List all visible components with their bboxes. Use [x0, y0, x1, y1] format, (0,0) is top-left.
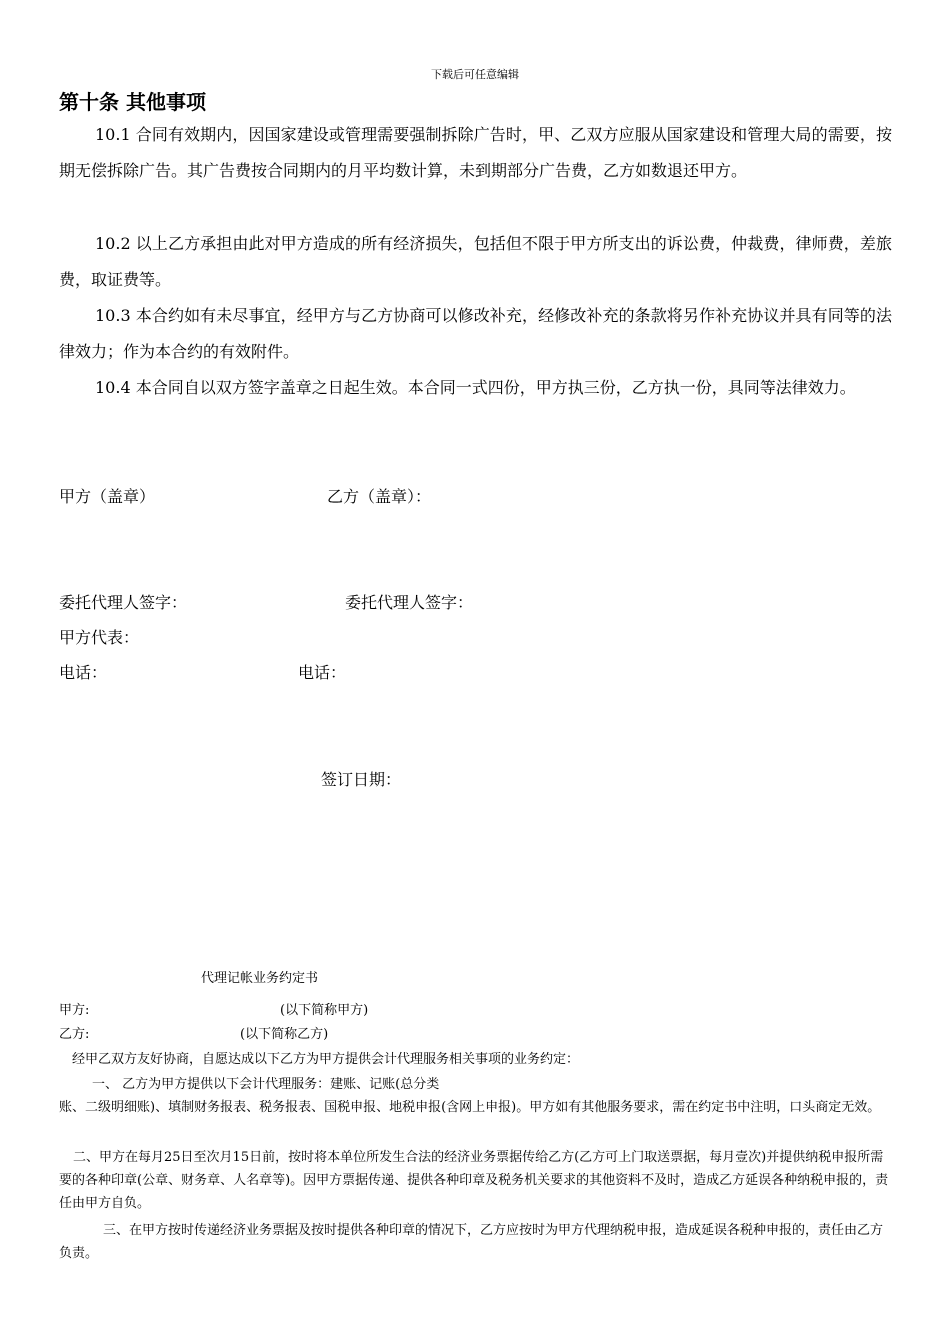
- agreement-item-3: 三、在甲方按时传递经济业务票据及按时提供各种印章的情况下，乙方应按时为甲方代理纳税申报，造成延误各税种申报的，责任由乙方负责。: [59, 1223, 884, 1261]
- agreement-intro: 经甲乙双方友好协商，自愿达成以下乙方为甲方提供会计代理服务相关事项的业务约定：: [72, 1052, 580, 1067]
- clause-10-1: 10.1 合同有效期内，因国家建设或管理需要强制拆除广告时，甲、乙双方应服从国家建设和管理大局的需要，按期无偿拆除广告。其广告费按合同期内的月平均数计算，未到期部分广告费，乙方如数退还甲方。: [59, 125, 892, 180]
- party-a-phone-label: 电话：: [59, 663, 108, 682]
- agreement-party-b-label: 乙方:: [59, 1027, 90, 1042]
- agreement-party-a-label: 甲方:: [59, 1003, 90, 1018]
- agreement-item-1-first-line: 一、 乙方为甲方提供以下会计代理服务：建账、记账(总分类: [92, 1077, 440, 1092]
- party-b-seal-label: 乙方（盖章）：: [327, 487, 432, 506]
- clause-10-2: 10.2 以上乙方承担由此对甲方造成的所有经济损失，包括但不限于甲方所支出的诉讼费，仲裁费，律师费，差旅费，取证费等。: [59, 234, 892, 289]
- party-a-representative-label: 甲方代表：: [59, 628, 140, 647]
- agreement-item-1-rest: 账、二级明细账)、填制财务报表、税务报表、国税申报、地税申报(含网上申报)。甲方如有其他服务要求，需在约定书中注明，口头商定无效。: [59, 1100, 881, 1115]
- clause-10-3: 10.3 本合约如有未尽事宜，经甲方与乙方协商可以修改补充，经修改补充的条款将另作补充协议并具有同等的法律效力；作为本合约的有效附件。: [59, 306, 892, 361]
- header-note: 下载后可任意编辑: [431, 68, 519, 81]
- agreement-party-a-note: (以下简称甲方): [280, 1003, 369, 1018]
- sign-date-label: 签订日期：: [321, 770, 402, 789]
- agreement-party-b-note: (以下简称乙方): [240, 1027, 329, 1042]
- party-a-seal-label: 甲方（盖章）: [59, 487, 156, 506]
- agreement-item-2: 二、甲方在每月25日至次月15日前，按时将本单位所发生合法的经济业务票据传给乙方(乙方可上门取送票据，每月壹次)并提供纳税申报所需要的各种印章(公章、财务章、人名章等)。因甲方票据传递、提供各种印章及税务机关要求的其他资料不及时，造成乙方延误各种纳税申报的，责任由甲方自负。: [59, 1150, 889, 1211]
- agent-a-signature-label: 委托代理人签字：: [59, 593, 188, 612]
- agreement-title: 代理记帐业务约定书: [201, 971, 319, 986]
- clause-10-4: 10.4 本合同自以双方签字盖章之日起生效。本合同一式四份，甲方执三份，乙方执一份，具同等法律效力。: [95, 378, 856, 397]
- section-title: 第十条 其他事项: [59, 90, 206, 114]
- party-b-phone-label: 电话：: [298, 663, 347, 682]
- agent-b-signature-label: 委托代理人签字：: [345, 593, 474, 612]
